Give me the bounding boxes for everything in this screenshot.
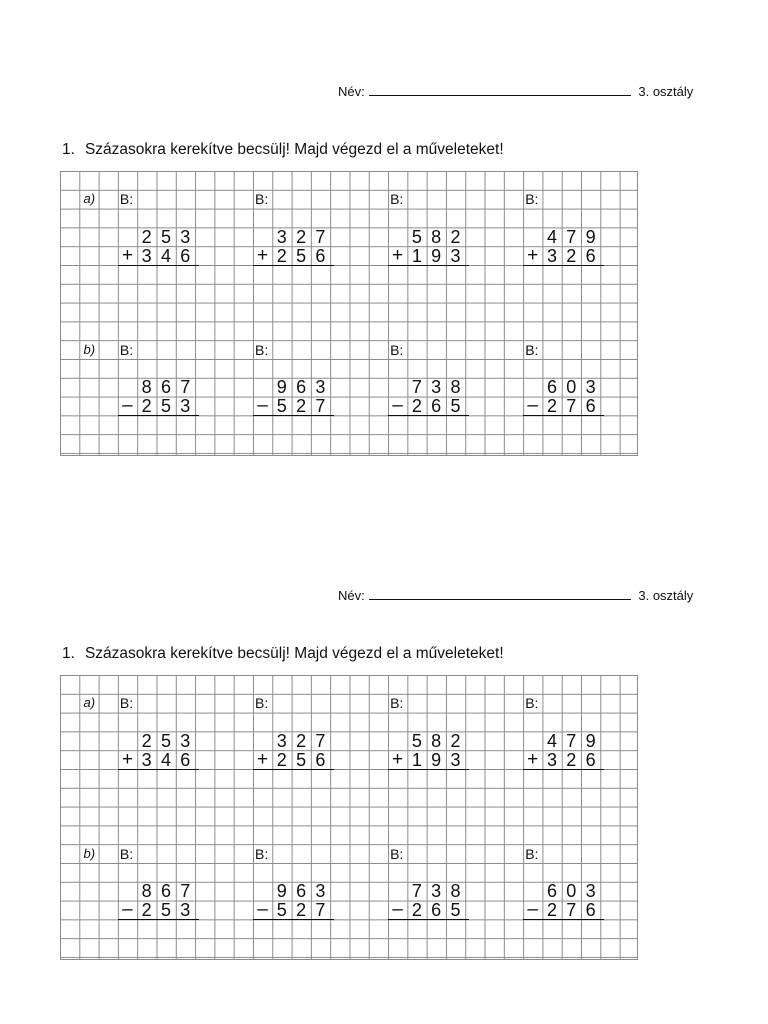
estimate-label: B: [255,695,269,712]
bottom-operand-digit: 2 [276,749,287,770]
result-line [388,769,469,770]
result-line [523,919,604,920]
top-operand-digit: 7 [180,881,191,902]
minus-sign: – [527,899,538,921]
top-operand-digit: 5 [160,730,171,751]
bottom-operand-digit: 2 [411,900,422,921]
bottom-operand-digit: 2 [546,900,557,921]
bottom-operand-digit: 2 [411,396,422,417]
estimate-label: B: [525,341,539,358]
result-line [253,919,334,920]
bottom-operand-digit: 4 [160,749,171,770]
bottom-operand-digit: 3 [180,396,191,417]
bottom-operand-digit: 2 [141,396,152,417]
result-line [118,919,199,920]
top-operand-digit: 3 [585,377,596,398]
bottom-operand-digit: 7 [566,396,577,417]
minus-sign: – [392,899,403,921]
bottom-operand-digit: 6 [431,396,442,417]
result-line [523,769,604,770]
top-operand-digit: 9 [585,226,596,247]
top-operand-digit: 3 [180,226,191,247]
top-operand-digit: 4 [546,730,557,751]
plus-sign: + [527,244,539,266]
top-operand-digit: 3 [431,377,442,398]
row-label: b) [83,845,96,861]
bottom-operand-digit: 5 [296,245,307,266]
top-operand-digit: 3 [276,730,287,751]
top-operand-digit: 6 [546,881,557,902]
plus-sign: + [392,748,404,770]
bottom-operand-digit: 2 [546,396,557,417]
bottom-operand-digit: 2 [566,245,577,266]
bottom-operand-digit: 6 [180,749,191,770]
top-operand-digit: 3 [180,730,191,751]
bottom-operand-digit: 2 [296,396,307,417]
top-operand-digit: 3 [431,881,442,902]
bottom-operand-digit: 5 [276,396,287,417]
plus-sign: + [527,748,539,770]
name-blank-field[interactable] [369,84,631,96]
bottom-operand-digit: 3 [450,749,461,770]
top-operand-digit: 9 [276,377,287,398]
minus-sign: – [122,899,133,921]
top-operand-digit: 2 [296,226,307,247]
top-operand-digit: 3 [315,881,326,902]
squared-grid [60,171,638,456]
top-operand-digit: 8 [141,881,152,902]
result-line [388,919,469,920]
result-line [388,265,469,266]
top-operand-digit: 7 [411,881,422,902]
result-line [118,415,199,416]
plus-sign: + [121,244,133,266]
row-label: a) [83,695,96,711]
task-text: Százasokra kerekítve becsülj! Majd végezd el a műveleteket! [84,141,504,158]
bottom-operand-digit: 6 [315,749,326,770]
top-operand-digit: 5 [411,226,422,247]
result-line [523,415,604,416]
estimate-label: B: [525,191,539,208]
bottom-operand-digit: 3 [180,900,191,921]
estimate-label: B: [390,845,404,862]
bottom-operand-digit: 7 [315,900,326,921]
result-line [253,415,334,416]
top-operand-digit: 8 [431,730,442,751]
bottom-operand-digit: 3 [546,245,557,266]
top-operand-digit: 2 [450,226,461,247]
top-operand-digit: 3 [276,226,287,247]
task-number: 1. [62,141,75,158]
top-operand-digit: 6 [546,377,557,398]
bottom-operand-digit: 1 [411,749,422,770]
bottom-operand-digit: 5 [450,900,461,921]
top-operand-digit: 2 [450,730,461,751]
task-instruction [62,645,504,663]
bottom-operand-digit: 4 [160,245,171,266]
bottom-operand-digit: 6 [585,245,596,266]
task-instruction [62,141,504,159]
worksheet-copy [0,504,768,984]
top-operand-digit: 7 [411,377,422,398]
class-label: 3. osztály [638,84,694,99]
bottom-operand-digit: 2 [276,245,287,266]
estimate-label: B: [525,695,539,712]
bottom-operand-digit: 6 [180,245,191,266]
top-operand-digit: 6 [296,881,307,902]
result-line [523,265,604,266]
row-label: b) [83,341,96,357]
top-operand-digit: 0 [566,377,577,398]
plus-sign: + [392,244,404,266]
name-line [338,84,693,99]
result-line [253,265,334,266]
class-label: 3. osztály [638,588,694,603]
top-operand-digit: 3 [315,377,326,398]
minus-sign: – [527,395,538,417]
bottom-operand-digit: 9 [431,245,442,266]
top-operand-digit: 2 [141,226,152,247]
top-operand-digit: 2 [296,730,307,751]
top-operand-digit: 8 [450,377,461,398]
name-label: Név: [338,84,365,99]
bottom-operand-digit: 5 [296,749,307,770]
plus-sign: + [256,244,269,266]
plus-sign: + [121,748,133,770]
top-operand-digit: 8 [141,377,152,398]
bottom-operand-digit: 9 [431,749,442,770]
estimate-label: B: [119,695,134,712]
bottom-operand-digit: 1 [411,245,422,266]
bottom-operand-digit: 6 [585,396,596,417]
estimate-label: B: [390,341,404,358]
bottom-operand-digit: 3 [450,245,461,266]
estimate-label: B: [390,191,404,208]
plus-sign: + [256,748,269,770]
estimate-label: B: [119,341,134,358]
bottom-operand-digit: 6 [585,900,596,921]
bottom-operand-digit: 3 [546,749,557,770]
task-number: 1. [62,645,75,662]
name-blank-field[interactable] [369,588,631,600]
bottom-operand-digit: 6 [585,749,596,770]
top-operand-digit: 6 [160,377,171,398]
minus-sign: – [392,395,403,417]
bottom-operand-digit: 5 [160,900,171,921]
result-line [388,415,469,416]
top-operand-digit: 5 [160,226,171,247]
top-operand-digit: 7 [566,730,577,751]
squared-grid [60,675,638,960]
top-operand-digit: 6 [160,881,171,902]
row-label: a) [83,191,96,207]
bottom-operand-digit: 6 [431,900,442,921]
bottom-operand-digit: 3 [141,749,152,770]
top-operand-digit: 6 [296,377,307,398]
minus-sign: – [257,395,268,417]
bottom-operand-digit: 5 [450,396,461,417]
bottom-operand-digit: 2 [566,749,577,770]
top-operand-digit: 7 [315,730,326,751]
result-line [118,769,199,770]
top-operand-digit: 2 [141,730,152,751]
top-operand-digit: 9 [585,730,596,751]
top-operand-digit: 5 [411,730,422,751]
bottom-operand-digit: 5 [276,900,287,921]
top-operand-digit: 7 [180,377,191,398]
estimate-label: B: [255,845,269,862]
top-operand-digit: 0 [566,881,577,902]
bottom-operand-digit: 7 [566,900,577,921]
bottom-operand-digit: 5 [160,396,171,417]
worksheet-copy [0,0,768,480]
estimate-label: B: [119,191,134,208]
top-operand-digit: 3 [585,881,596,902]
name-line [338,588,693,603]
result-line [118,265,199,266]
minus-sign: – [257,899,268,921]
estimate-label: B: [255,341,269,358]
result-line [253,769,334,770]
bottom-operand-digit: 2 [141,900,152,921]
top-operand-digit: 8 [431,226,442,247]
estimate-label: B: [255,191,269,208]
bottom-operand-digit: 2 [296,900,307,921]
estimate-label: B: [525,845,539,862]
top-operand-digit: 7 [566,226,577,247]
bottom-operand-digit: 7 [315,396,326,417]
top-operand-digit: 7 [315,226,326,247]
name-label: Név: [338,588,365,603]
bottom-operand-digit: 3 [141,245,152,266]
estimate-label: B: [119,845,134,862]
top-operand-digit: 4 [546,226,557,247]
minus-sign: – [122,395,133,417]
top-operand-digit: 9 [276,881,287,902]
bottom-operand-digit: 6 [315,245,326,266]
estimate-label: B: [390,695,404,712]
task-text: Százasokra kerekítve becsülj! Majd végezd el a műveleteket! [84,645,504,662]
top-operand-digit: 8 [450,881,461,902]
